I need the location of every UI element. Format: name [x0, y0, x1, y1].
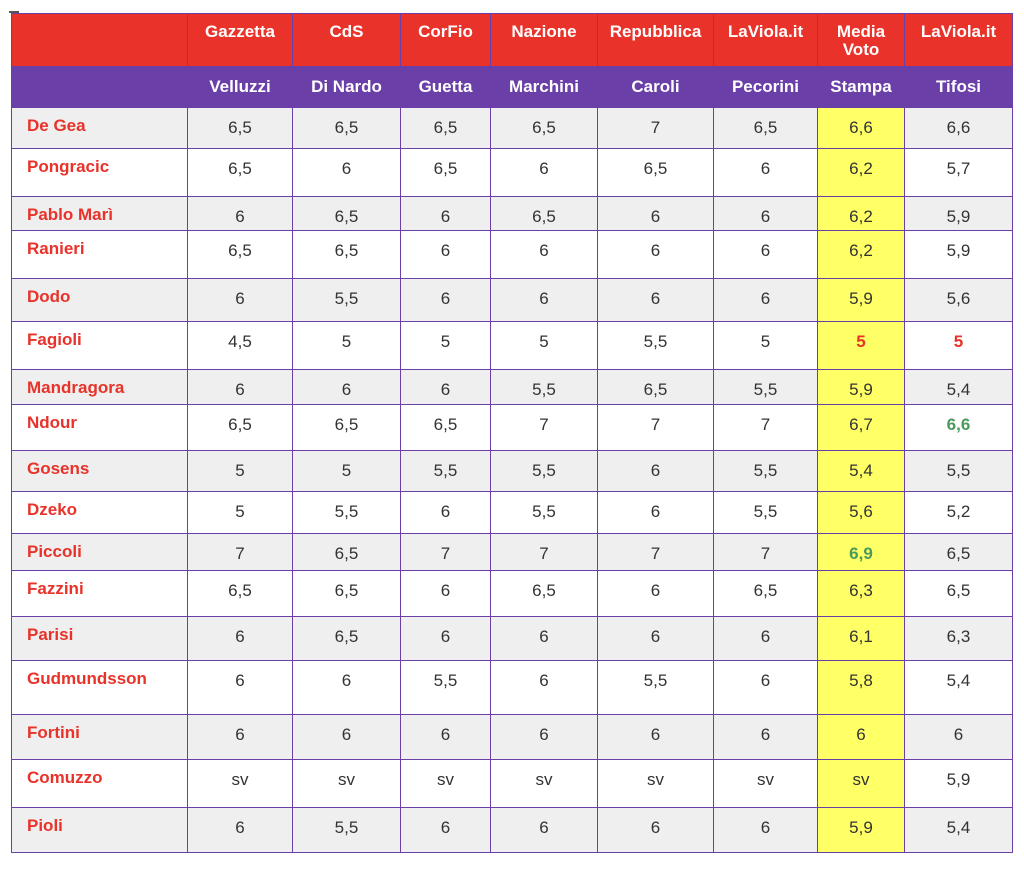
vote-cell: 6	[598, 617, 714, 661]
header-source: Media Voto	[818, 14, 905, 67]
ratings-table	[11, 13, 1013, 853]
vote-cell: 6	[491, 808, 598, 853]
vote-cell: 6	[491, 279, 598, 322]
vote-cell: 6	[401, 571, 491, 617]
vote-cell: 6	[714, 808, 818, 853]
vote-cell: 6	[188, 661, 293, 715]
table-row	[12, 370, 1013, 405]
tifosi-vote-cell: 5,9	[905, 197, 1013, 231]
table-row	[12, 617, 1013, 661]
vote-cell: 6	[491, 149, 598, 197]
vote-cell: 6,5	[188, 231, 293, 279]
table-row	[12, 149, 1013, 197]
vote-cell: 7	[401, 534, 491, 571]
vote-cell: 5,5	[293, 279, 401, 322]
player-name: Fortini	[12, 715, 188, 760]
vote-cell: 5,5	[714, 492, 818, 534]
vote-cell: 6,5	[491, 197, 598, 231]
header-source: Repubblica	[598, 14, 714, 67]
vote-cell: sv	[401, 760, 491, 808]
vote-cell: 7	[491, 534, 598, 571]
vote-cell: 7	[491, 405, 598, 451]
tifosi-vote-cell: 5,9	[905, 760, 1013, 808]
header-source: Gazzetta	[188, 14, 293, 67]
header-source: LaViola.it	[905, 14, 1013, 67]
vote-cell: 5,5	[293, 492, 401, 534]
header-author: Marchini	[491, 67, 598, 108]
header-author: Di Nardo	[293, 67, 401, 108]
tifosi-vote-cell: 6	[905, 715, 1013, 760]
header-author: Tifosi	[905, 67, 1013, 108]
player-name: Dzeko	[12, 492, 188, 534]
table-row	[12, 279, 1013, 322]
vote-cell: 6	[188, 715, 293, 760]
vote-cell: 5,5	[491, 492, 598, 534]
header-author: Velluzzi	[188, 67, 293, 108]
player-name: Ranieri	[12, 231, 188, 279]
vote-cell: 7	[714, 534, 818, 571]
vote-cell: 6,5	[401, 405, 491, 451]
player-name: Parisi	[12, 617, 188, 661]
table-row	[12, 492, 1013, 534]
player-name: Fagioli	[12, 322, 188, 370]
vote-cell: 6	[491, 231, 598, 279]
player-name: Comuzzo	[12, 760, 188, 808]
vote-cell: 6,5	[491, 108, 598, 149]
vote-cell: 7	[714, 405, 818, 451]
vote-cell: 6	[598, 715, 714, 760]
media-voto-cell: 5,4	[818, 451, 905, 492]
header-author: Pecorini	[714, 67, 818, 108]
vote-cell: 6	[401, 492, 491, 534]
media-voto-cell: 5	[818, 322, 905, 370]
tifosi-vote-cell: 6,6	[905, 405, 1013, 451]
player-name: Pongracic	[12, 149, 188, 197]
vote-cell: sv	[293, 760, 401, 808]
vote-cell: 6,5	[714, 108, 818, 149]
vote-cell: 6	[293, 661, 401, 715]
vote-cell: 6	[714, 149, 818, 197]
vote-cell: 7	[598, 108, 714, 149]
header-source: Nazione	[491, 14, 598, 67]
header-corner	[12, 67, 188, 108]
vote-cell: sv	[598, 760, 714, 808]
player-name: Gudmundsson	[12, 661, 188, 715]
media-voto-cell: 6,6	[818, 108, 905, 149]
tifosi-vote-cell: 5,4	[905, 661, 1013, 715]
tifosi-vote-cell: 5	[905, 322, 1013, 370]
vote-cell: 6	[293, 149, 401, 197]
vote-cell: 6	[188, 370, 293, 405]
vote-cell: 6	[491, 661, 598, 715]
vote-cell: 6,5	[188, 405, 293, 451]
vote-cell: 6,5	[293, 197, 401, 231]
header-author: Guetta	[401, 67, 491, 108]
header-source: CdS	[293, 14, 401, 67]
tifosi-vote-cell: 6,5	[905, 534, 1013, 571]
table-row	[12, 405, 1013, 451]
tifosi-vote-cell: 5,5	[905, 451, 1013, 492]
media-voto-cell: sv	[818, 760, 905, 808]
vote-cell: 6,5	[293, 534, 401, 571]
vote-cell: 6	[598, 279, 714, 322]
media-voto-cell: 6,1	[818, 617, 905, 661]
vote-cell: 5,5	[598, 322, 714, 370]
vote-cell: 6,5	[598, 370, 714, 405]
vote-cell: 6,5	[188, 108, 293, 149]
table-row	[12, 451, 1013, 492]
vote-cell: 5	[401, 322, 491, 370]
vote-cell: 6	[714, 197, 818, 231]
player-name: Mandragora	[12, 370, 188, 405]
vote-cell: 6,5	[401, 108, 491, 149]
vote-cell: 6	[598, 451, 714, 492]
vote-cell: 5,5	[293, 808, 401, 853]
media-voto-cell: 5,9	[818, 279, 905, 322]
vote-cell: 6	[714, 715, 818, 760]
player-name: Dodo	[12, 279, 188, 322]
tifosi-vote-cell: 5,2	[905, 492, 1013, 534]
vote-cell: 6,5	[293, 571, 401, 617]
vote-cell: 6	[293, 715, 401, 760]
vote-cell: 5,5	[491, 370, 598, 405]
vote-cell: 5,5	[401, 661, 491, 715]
vote-cell: 4,5	[188, 322, 293, 370]
media-voto-cell: 6,3	[818, 571, 905, 617]
table-row	[12, 534, 1013, 571]
media-voto-cell: 6,2	[818, 197, 905, 231]
media-voto-cell: 5,9	[818, 808, 905, 853]
vote-cell: 5,5	[401, 451, 491, 492]
player-name: Fazzini	[12, 571, 188, 617]
header-source: CorFio	[401, 14, 491, 67]
vote-cell: 6	[401, 279, 491, 322]
vote-cell: 6	[293, 370, 401, 405]
vote-cell: 6	[401, 197, 491, 231]
media-voto-cell: 6	[818, 715, 905, 760]
table-row	[12, 808, 1013, 853]
player-name: Ndour	[12, 405, 188, 451]
vote-cell: 6,5	[293, 617, 401, 661]
header-author: Stampa	[818, 67, 905, 108]
table-row	[12, 231, 1013, 279]
table-row	[12, 715, 1013, 760]
vote-cell: 5,5	[491, 451, 598, 492]
vote-cell: 6,5	[491, 571, 598, 617]
tifosi-vote-cell: 6,6	[905, 108, 1013, 149]
player-name: Piccoli	[12, 534, 188, 571]
ratings-table-container	[11, 13, 1013, 853]
vote-cell: 6	[714, 279, 818, 322]
vote-cell: 6	[598, 197, 714, 231]
vote-cell: 5	[188, 451, 293, 492]
vote-cell: 6	[188, 197, 293, 231]
table-row	[12, 108, 1013, 149]
vote-cell: 6,5	[401, 149, 491, 197]
tifosi-vote-cell: 6,5	[905, 571, 1013, 617]
vote-cell: 5	[293, 322, 401, 370]
vote-cell: 6	[401, 715, 491, 760]
vote-cell: 6	[491, 715, 598, 760]
header-row-authors	[12, 67, 1013, 108]
player-name: Gosens	[12, 451, 188, 492]
media-voto-cell: 6,2	[818, 149, 905, 197]
vote-cell: 6,5	[293, 231, 401, 279]
vote-cell: 6,5	[293, 108, 401, 149]
player-name: De Gea	[12, 108, 188, 149]
vote-cell: 6	[598, 492, 714, 534]
vote-cell: 5	[293, 451, 401, 492]
media-voto-cell: 6,7	[818, 405, 905, 451]
table-row	[12, 760, 1013, 808]
vote-cell: 6,5	[188, 149, 293, 197]
vote-cell: 5,5	[598, 661, 714, 715]
vote-cell: 6	[714, 661, 818, 715]
table-row	[12, 197, 1013, 231]
vote-cell: 5	[714, 322, 818, 370]
vote-cell: 5,5	[714, 370, 818, 405]
vote-cell: 6	[491, 617, 598, 661]
vote-cell: 7	[598, 405, 714, 451]
vote-cell: 6	[401, 617, 491, 661]
tifosi-vote-cell: 5,6	[905, 279, 1013, 322]
header-row-sources	[12, 14, 1013, 67]
tifosi-vote-cell: 6,3	[905, 617, 1013, 661]
vote-cell: 7	[188, 534, 293, 571]
vote-cell: 6	[401, 370, 491, 405]
header-source: LaViola.it	[714, 14, 818, 67]
header-author: Caroli	[598, 67, 714, 108]
vote-cell: 6	[188, 279, 293, 322]
vote-cell: 7	[598, 534, 714, 571]
vote-cell: 6	[401, 231, 491, 279]
vote-cell: 6	[188, 808, 293, 853]
table-row	[12, 322, 1013, 370]
media-voto-cell: 5,9	[818, 370, 905, 405]
tifosi-vote-cell: 5,4	[905, 370, 1013, 405]
tifosi-vote-cell: 5,7	[905, 149, 1013, 197]
vote-cell: 6,5	[714, 571, 818, 617]
vote-cell: 5	[491, 322, 598, 370]
player-name: Pioli	[12, 808, 188, 853]
media-voto-cell: 6,9	[818, 534, 905, 571]
table-row	[12, 571, 1013, 617]
table-row	[12, 661, 1013, 715]
vote-cell: 6,5	[293, 405, 401, 451]
media-voto-cell: 5,6	[818, 492, 905, 534]
vote-cell: 6	[401, 808, 491, 853]
vote-cell: 6	[598, 808, 714, 853]
vote-cell: sv	[188, 760, 293, 808]
media-voto-cell: 6,2	[818, 231, 905, 279]
vote-cell: 6	[188, 617, 293, 661]
vote-cell: 6	[714, 231, 818, 279]
vote-cell: 6,5	[188, 571, 293, 617]
tifosi-vote-cell: 5,9	[905, 231, 1013, 279]
vote-cell: 5,5	[714, 451, 818, 492]
vote-cell: sv	[491, 760, 598, 808]
vote-cell: 5	[188, 492, 293, 534]
vote-cell: 6	[598, 571, 714, 617]
tifosi-vote-cell: 5,4	[905, 808, 1013, 853]
header-corner	[12, 14, 188, 67]
media-voto-cell: 5,8	[818, 661, 905, 715]
vote-cell: 6	[714, 617, 818, 661]
vote-cell: sv	[714, 760, 818, 808]
player-name: Pablo Marì	[12, 197, 188, 231]
vote-cell: 6	[598, 231, 714, 279]
vote-cell: 6,5	[598, 149, 714, 197]
